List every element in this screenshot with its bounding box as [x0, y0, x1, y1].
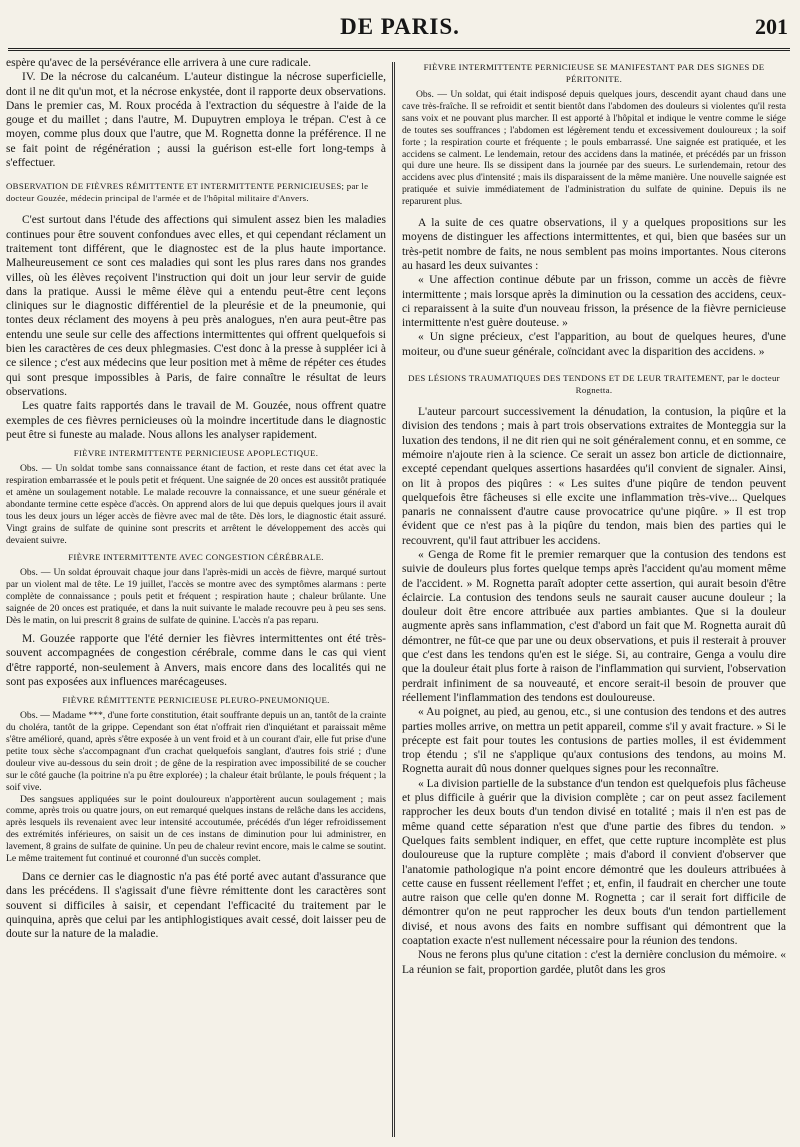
observation-text: Obs. — Madame ***, d'une forte constitution, était souffrante depuis un an, tantôt de la crainte du choléra, tantôt de la grippe. Cependant son état n'offrait rien d'inquiétant et paraissait même s'être amélioré, quand, après s'être exposée à un vent froid et à un courant d'air, elle fut prise d'une petite toux sèche s'accompagnant d'un crachat quelquefois sanglant, d'autres fois strié ; d'une douleur vive au-dessous du sein droit ; de gêne de la respiration avec impossibilité de se coucher sur le côté gauche (la poitrine n'a pu être explorée) ; la chaleur était brûlante, le pouls fréquent ; la soif vive. — [6, 710, 386, 793]
observation-text: Obs. — Un soldat, qui était indisposé depuis quelques jours, descendit ayant chaud dans une cave très-fraîche. Il se refroidit et sentit bientôt dans l'abdomen des douleurs si violentes qu'il resta sans voix et ne pouvant plus marcher. Il est apporté à l'hôpital et indique le ventre comme le siége de toutes ses souffrances ; l'abdomen est légèrement tendu et excessivement douloureux ; la soif forte ; la respiration courte et fréquente ; le pouls embarrassé. Une saignée est pratiquée, et les accidens se calment. Le lendemain, retour des accidens dans la matinée, et précédés par un frisson qui dure une heure. Ils se dissipent dans la journée par des sueurs. Le surlendemain, retour des accidens avec plus d'intensité ; mais ils disparaissent de la même manière. Une nouvelle saignée est pratiquée et suivie immédiatement de l'administration du sulfate de quinine. Depuis ils ne reparurent plus. — [402, 89, 786, 208]
paragraph: A la suite de ces quatre observations, il y a quelques propositions sur les moyens de distinguer les affections intermittentes, et qui, bien que basées sur un très-petit nombre de faits, ne nous semblent pas moins importantes. Nous citerons au hasard les deux suivantes : — [402, 217, 786, 272]
quotation: « Une affection continue débute par un frisson, comme un accès de fièvre intermittente ; mais lorsque après la diminution ou la cessation des accidens, ceux-ci reparaissent à la suite d'un nouveau frisson, la présence de la fièvre pernicieuse intermittente n'est guère douteuse. » — [402, 274, 786, 330]
observation-text: Obs. — Un soldat éprouvait chaque jour dans l'après-midi un accès de fièvre, marqué surtout par un violent mal de tête. Le 19 juillet, l'accès se montre avec des symptômes alarmans : perte complète de connaissance ; pouls petit et fréquent ; respiration haute ; chaleur brûlante. Une saignée de 20 onces est pratiquée, et dans la nuit suivante le malade recouvre peu à peu ses sens. Dès le matin, on lui prescrit 8 grains de sulfate de quinine. L'accès n'a pas reparu. — [6, 567, 386, 627]
section-heading: FIÈVRE INTERMITTENTE PERNICIEUSE APOPLECTIQUE. — [73, 448, 319, 459]
quotation: « Un signe précieux, c'est l'apparition, au bout de quelques heures, d'une moiteur, ou d'une sueur générale, coïncidant avec la disparition des accidens. » — [402, 331, 786, 358]
right-column — [402, 56, 786, 1144]
left-column — [6, 56, 386, 1144]
observation-text: Des sangsues appliquées sur le point douloureux n'apportèrent aucun soulagement ; mais comme, après trois ou quatre jours, on eut remarqué quelques instans de relâche dans les accidens, après lesquels ils revenaient avec leur intensité accoutumée, précédés d'un léger refroidissement des extrémités inférieures, on saisit un de ces instans de diminution pour lui administrer, en lavement, 8 grains de sulfate de quinine. Un peu de chaleur revint encore, mais le calme se soutint. Le même traitement fut continué et couronné d'un succès complet. — [6, 793, 386, 865]
section-heading: FIÈVRE INTERMITTENTE PERNICIEUSE SE MANIFESTANT PAR DES SIGNES DE PÉRITONITE. — [423, 62, 765, 84]
paragraph: espère qu'avec de la persévérance elle arrivera à une cure radicale. — [6, 57, 312, 69]
paragraph: Nous ne ferons plus qu'une citation : c'est la dernière conclusion du mémoire. « La réunion se fait, proportion gardée, plutôt dans les gros — [402, 949, 786, 976]
paragraph: IV. De la nécrose du calcanéum. L'auteur distingue la nécrose superficielle, dont il ne dit qu'un mot, et la nécrose enkystée, dont il rapporte deux observations. Dans le premier cas, M. Roux procéda à l'extraction du séquestre à l'aide de la gouge et du maillet ; dans l'autre, M. Dupuytren employa le trépan. C'est à ce moyen, comme plus doux que l'autre, que M. Rognetta donne la préférence. Il ne se fait point de régénération ; aussi la guérison est-elle fort long-temps à s'effectuer. — [6, 71, 386, 170]
section-heading: OBSERVATION DE FIÈVRES RÉMITTENTE ET INTERMITTENTE PERNICIEUSES; par le docteur Gouzée, médecin principal de l'armée et de l'hôpital militaire d'Anvers. — [6, 181, 369, 204]
running-title: DE PARIS. — [340, 14, 460, 39]
paragraph: Dans ce dernier cas le diagnostic n'a pas été porté avec autant d'assurance que dans les précédens. Il s'agissait d'une fièvre rémittente dont les caractères sont souvent si difficiles à saisir, et cependant l'efficacité du traitement par le quinquina, après que celui par les antiphlogistiques avait cessé, doit laisser peu de doute sur la nature de la maladie. — [6, 870, 386, 941]
header-rule — [8, 48, 790, 51]
page-header — [10, 14, 790, 44]
observation-text: Obs. — Un soldat tombe sans connaissance étant de faction, et reste dans cet état avec la respiration embarrassée et le pouls petit et fréquent. Une saignée de 20 onces est aussitôt pratiquée et amène un soulagement notable. Le malade recouvre la connaissance, et une sueur générale et abondante termine cette espèce d'accès. On apprend alors de lui que depuis quelques jours il avait tous les deux jours un léger accès de fièvre avec mal de tête. Dès lors, le diagnostic était assuré. Vingt grains de sulfate de quinine sont prescrits et arrêtent le développement des accès qui devaient suivre. — [6, 463, 386, 546]
paragraph: « Au poignet, au pied, au genou, etc., si une contusion des tendons et des autres parties molles arrive, on mettra un petit appareil, comme s'il y avait fracture. » Si le précepte est fait pour toutes les contusions de parties molles, il est évidemment trop étendu ; s'il ne s'applique qu'aux contusions des tendons, au moins M. Rognetta aurait dû nous donner quelques signes pour les reconnaître. — [402, 706, 786, 776]
section-heading: FIÈVRE INTERMITTENTE AVEC CONGESTION CÉRÉBRALE. — [68, 552, 324, 563]
section-heading: FIÈVRE RÉMITTENTE PERNICIEUSE PLEURO-PNEUMONIQUE. — [62, 695, 330, 706]
paragraph: C'est surtout dans l'étude des affections qui simulent assez bien les maladies continues pour être souvent confondues avec elles, et qui cependant réclament un traitement tont différent, que le diagnostec est de la plus haute importance. Malheureusement ce sont ces maladies qui sont les plus rares dans nos grandes villes, où les élèves reçoivent l'instruction qui doit un jour leur servir de guide dans la pratique. Aussi le même élève qui a entendu peut-être cent leçons cliniques sur le diagnostic différentiel de la pleurésie et de la pneumonie, qui tontes deux réclament des moyens à peu près analogues, n'en aura peut-être pas entendu une seule sur celle des affections intermittentes qui offrent quelquefois si bien les caractères de ces deux phlegmasies. C'est donc à la presse à suppléer ici à ce silence ; c'est aux médecins que leur position met à même de répéter ces études qui sont presque impossibles à Paris, de faire connaître le résultat de leurs observations. — [6, 214, 386, 398]
section-heading: DES LÉSIONS TRAUMATIQUES DES TENDONS ET DE LEUR TRAITEMENT, par le docteur Rognetta. — [408, 373, 780, 396]
page-number: 201 — [755, 14, 788, 39]
paragraph: M. Gouzée rapporte que l'été dernier les fièvres intermittentes ont été très-souvent accompagnées de congestion cérébrale, comme dans le cas qui vient d'être rapporté, non-seulement à Anvers, mais encore dans des localités qui ne sont pas exposées aux influences marécageuses. — [6, 633, 386, 688]
column-divider — [392, 62, 395, 1137]
paragraph: Les quatre faits rapportés dans le travail de M. Gouzée, nous offrent quatre exemples de ces fièvres pernicieuses où la moindre incertitude dans le diagnostic peut être si funeste au malade. Nous allons les analyser rapidement. — [6, 400, 386, 441]
paragraph: L'auteur parcourt successivement la dénudation, la contusion, la piqûre et la division des tendons ; mais à part trois observations extraites de Monteggia sur la luxation des tendons, il ne dit rien qui ne soit généralement connu, et en somme, ce mémoire n'ajoute rien à la science. Ce serait un assez bon article de dictionnaire, excepté cependant quelques assertions hasardées qu'il convient de signaler. Ainsi, on lit à propos des piqûres : « Les suites d'une piqûre de tendon peuvent quelquefois être fâcheuses si elle excite une inflammation très-vive... Quelques panaris ne connaissent d'autre cause provocatrice qu'une piqûre. » Il est trop évident que ce n'est pas à la piqûre du tendon, mais bien des parties qui le recouvrent, qu'il faut attribuer les accidens. — [402, 406, 786, 547]
paragraph: « La division partielle de la substance d'un tendon est quelquefois plus fâcheuse et plus difficile à guérir que la division complète ; car on peut assez facilement rapprocher les deux bouts d'un tendon divisé en totalité ; mais il n'en est pas de même quand cette séparation n'est que d'une partie des fibres du tendon. » Quelques faits semblent indiquer, en effet, que cette rupture incomplète est plus douloureuse que la rupture complète ; mais d'abord il convient d'observer que l'anatomie pathologique n'a point encore démontré que les douleurs attribuées à cette cause en fussent réellement l'effet ; et, enfin, il faudrait en chercher une toute autre raison que celle qu'en donne M. Rognetta ; car il serait fort difficile de démontrer qu'on ne peut rapprocher les deux bouts d'un tendon partiellement divisé, et nous avons des faits en nombre suffisant qui démontrent que la coaptation exacte n'est nullement nécessaire pour la réunion des tendons. — [402, 777, 786, 948]
paragraph: « Genga de Rome fit le premier remarquer que la contusion des tendons est suivie de douleurs plus fortes quelque temps après l'accident qu'au moment même de l'accident. » M. Rognetta paraît adopter cette assertion, qui aurait besoin d'être éclaircie. La contusion des tendons seuls ne saurait causer aucune douleur ; la douleur doit être encore attribuée aux parties ambiantes. Que si la douleur augmente après sans inflammation, c'est d'abord un fait que M. Rognetta aurait dû démontrer, ne fût-ce que par une ou deux observations, et puis il resterait à prouver que c'est dans les tendons qu'en est le siége. Si, au contraire, Genga a voulu dire que la douleur était plus forte à raison de l'inflammation qui survient, l'observation perdrait infiniment de sa nouveauté, et encore serait-il besoin de prouver que réellement l'inflammation des tendons est douloureuse. — [402, 549, 786, 704]
